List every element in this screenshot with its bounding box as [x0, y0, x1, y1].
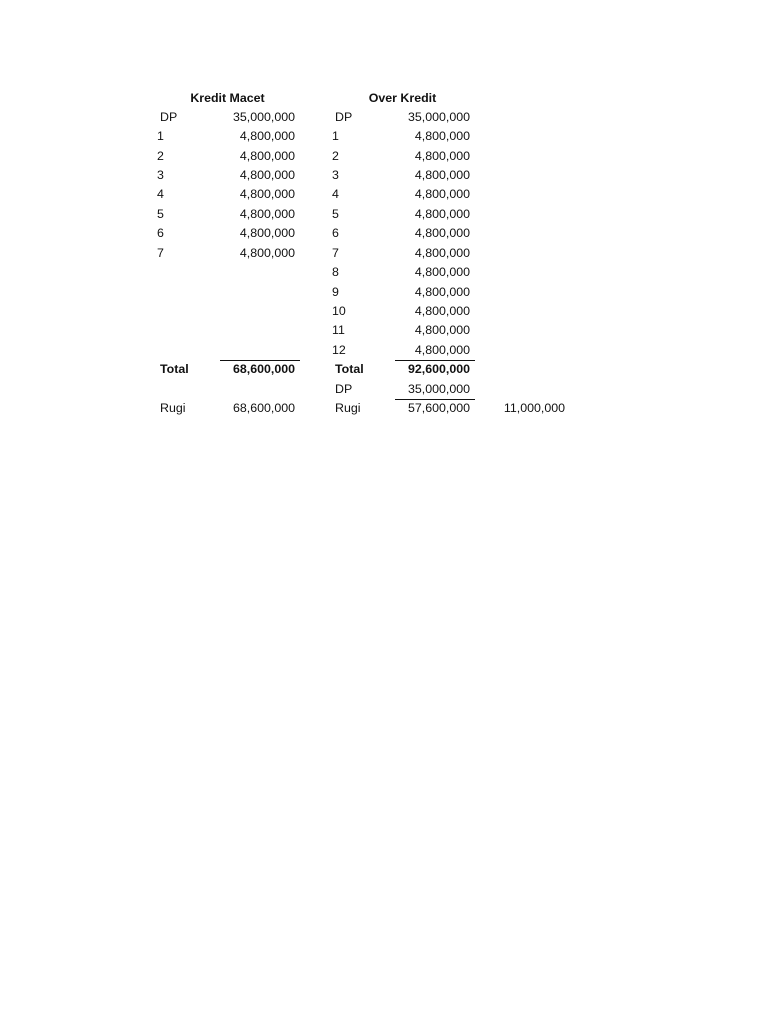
- over-kredit-dp2-value: 35,000,000: [407, 382, 470, 396]
- over-kredit-row-label: 1: [332, 129, 339, 143]
- over-kredit-row-value: 4,800,000: [414, 226, 470, 240]
- kredit-macet-row-value: 4,800,000: [239, 207, 295, 221]
- kredit-macet-rugi-value: 68,600,000: [232, 401, 295, 415]
- kredit-macet-title: Kredit Macet: [190, 91, 265, 105]
- kredit-macet-row-value: 4,800,000: [239, 226, 295, 240]
- over-kredit-total-label: Total: [335, 362, 364, 376]
- kredit-macet-dp-value: 35,000,000: [232, 110, 295, 124]
- over-kredit-row-value: 4,800,000: [414, 149, 470, 163]
- kredit-macet-row-value: 4,800,000: [239, 129, 295, 143]
- over-kredit-row-label: 10: [332, 304, 346, 318]
- kredit-macet-row-label: 7: [157, 246, 164, 260]
- over-kredit-row-label: 8: [332, 265, 339, 279]
- over-kredit-row-label: 9: [332, 285, 339, 299]
- kredit-macet-row-value: 4,800,000: [239, 187, 295, 201]
- over-kredit-row-value: 4,800,000: [414, 265, 470, 279]
- over-kredit-row-label: 7: [332, 246, 339, 260]
- kredit-macet-row-value: 4,800,000: [239, 149, 295, 163]
- over-kredit-dp-label: DP: [335, 110, 353, 124]
- kredit-macet-row-label: 2: [157, 149, 164, 163]
- kredit-macet-row-label: 1: [157, 129, 164, 143]
- over-kredit-row-value: 4,800,000: [414, 168, 470, 182]
- over-kredit-rugi-value: 57,600,000: [407, 401, 470, 415]
- kredit-macet-row-label: 3: [157, 168, 164, 182]
- kredit-macet-row-value: 4,800,000: [239, 168, 295, 182]
- kredit-macet-total-label: Total: [160, 362, 189, 376]
- over-kredit-row-value: 4,800,000: [414, 207, 470, 221]
- over-kredit-row-label: 5: [332, 207, 339, 221]
- over-kredit-row-value: 4,800,000: [414, 187, 470, 201]
- kredit-macet-rugi-label: Rugi: [160, 401, 186, 415]
- over-kredit-row-value: 4,800,000: [414, 323, 470, 337]
- over-kredit-row-value: 4,800,000: [414, 304, 470, 318]
- over-kredit-row-value: 4,800,000: [414, 129, 470, 143]
- kredit-macet-row-label: 4: [157, 187, 164, 201]
- over-kredit-dp2-label: DP: [335, 382, 353, 396]
- over-kredit-row-label: 11: [332, 323, 345, 337]
- over-kredit-dp-value: 35,000,000: [407, 110, 470, 124]
- over-kredit-row-value: 4,800,000: [414, 285, 470, 299]
- over-kredit-row-label: 2: [332, 149, 339, 163]
- difference-value: 11,000,000: [503, 401, 565, 415]
- kredit-macet-row-label: 5: [157, 207, 164, 221]
- kredit-macet-row-label: 6: [157, 226, 164, 240]
- over-kredit-row-label: 3: [332, 168, 339, 182]
- kredit-macet-total-value: 68,600,000: [232, 362, 295, 376]
- kredit-macet-row-value: 4,800,000: [239, 246, 295, 260]
- over-kredit-row-label: 6: [332, 226, 339, 240]
- over-kredit-total-value: 92,600,000: [407, 362, 470, 376]
- over-kredit-rugi-label: Rugi: [335, 401, 361, 415]
- over-kredit-row-value: 4,800,000: [414, 246, 470, 260]
- over-kredit-row-label: 12: [332, 343, 346, 357]
- over-kredit-row-value: 4,800,000: [414, 343, 470, 357]
- kredit-macet-dp-label: DP: [160, 110, 178, 124]
- over-kredit-title: Over Kredit: [368, 91, 437, 105]
- over-kredit-row-label: 4: [332, 187, 339, 201]
